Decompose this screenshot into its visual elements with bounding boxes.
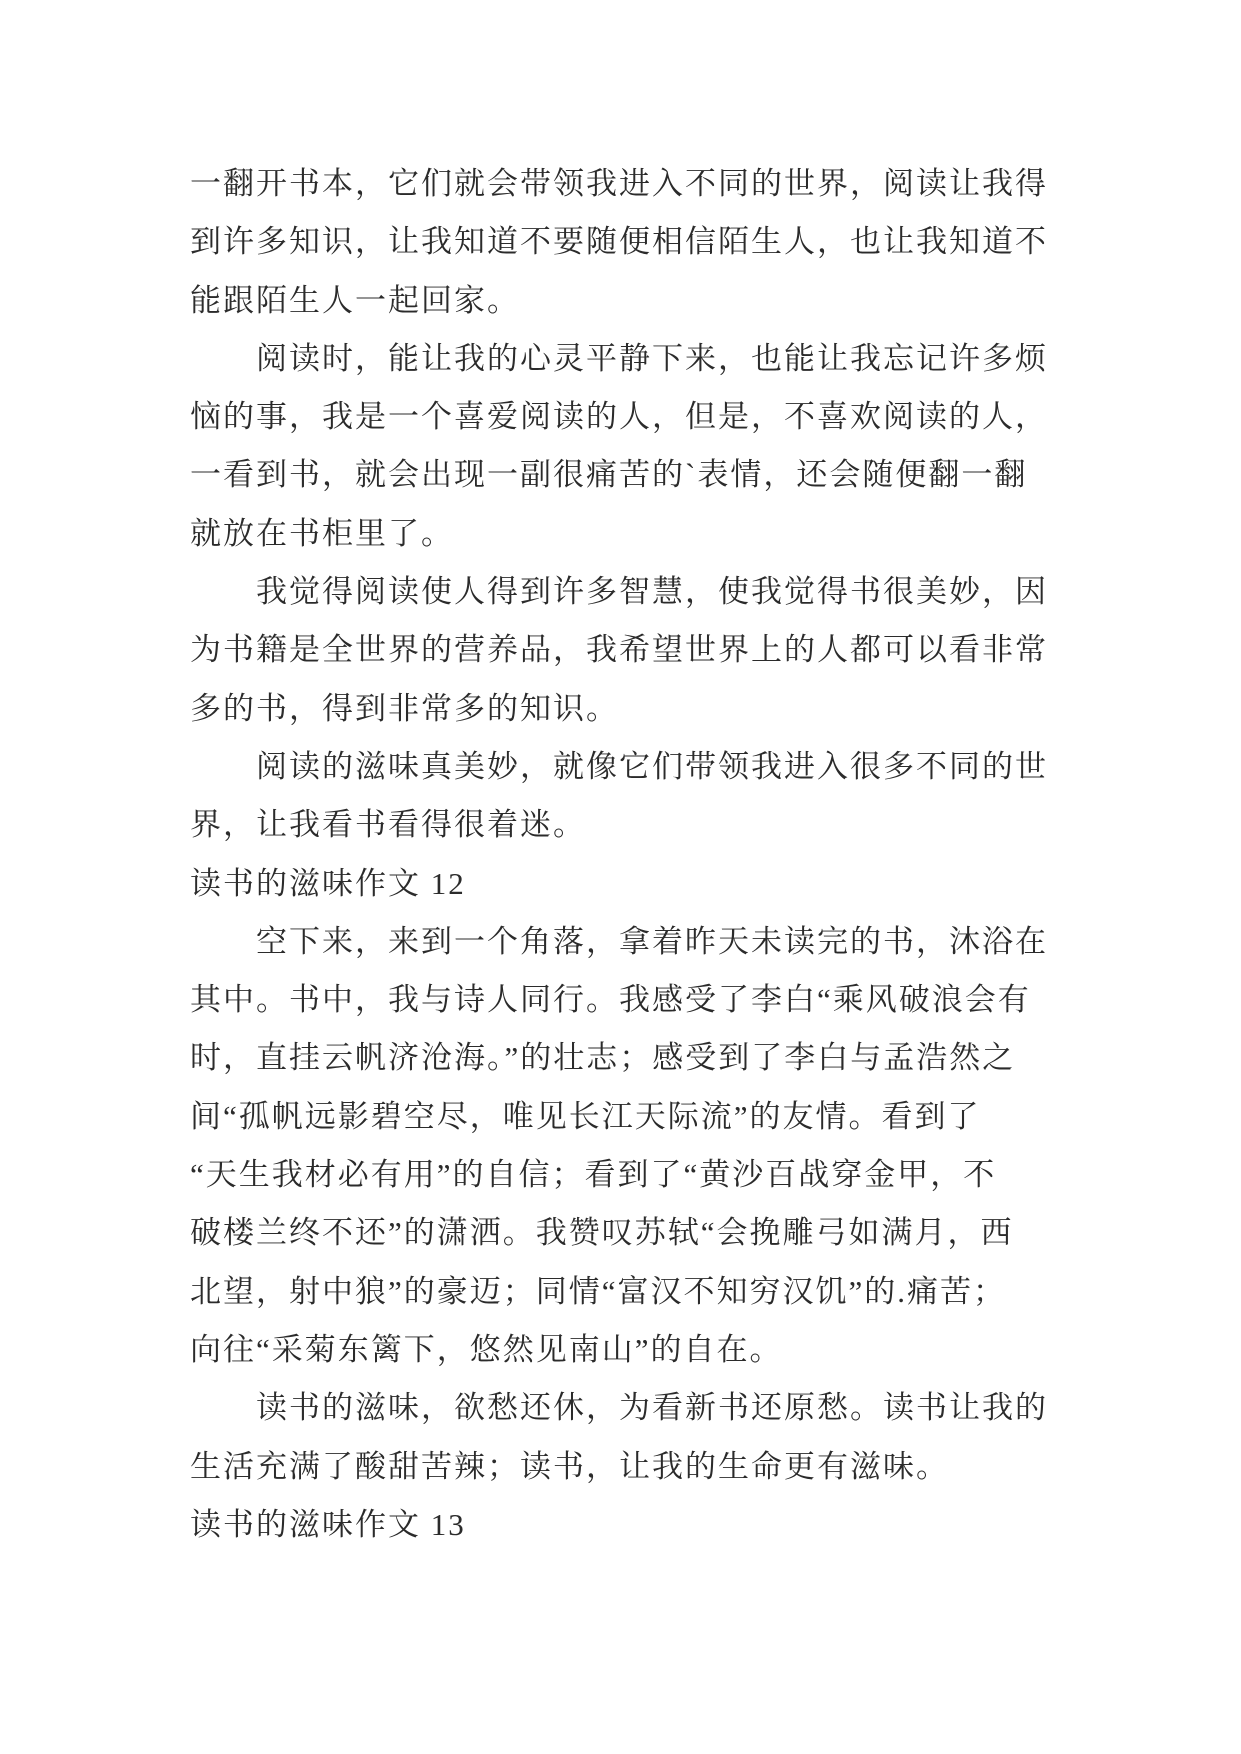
- paragraph: [190, 1379, 1070, 1496]
- paragraph-line: 一看到书，就会出现一副很痛苦的`表情，还会随便翻一翻: [190, 457, 1028, 493]
- paragraph-line: 生活充满了酸甜苦辣；读书，让我的生命更有滋味。: [190, 1448, 949, 1484]
- paragraph-line: 北望，射中狼”的豪迈；同情“富汉不知穷汉饥”的.痛苦；: [190, 1273, 1007, 1309]
- paragraph: [190, 563, 1070, 738]
- paragraph-line: 我觉得阅读使人得到许多智慧，使我觉得书很美妙，因: [256, 574, 1048, 610]
- text-column: [190, 155, 1070, 1554]
- essay-heading: 读书的滋味作文 13: [190, 1506, 466, 1542]
- paragraph: [190, 913, 1070, 1379]
- essay-heading: 读书的滋味作文 12: [190, 865, 466, 901]
- paragraph-line: 为书籍是全世界的营养品，我希望世界上的人都可以看非常: [190, 632, 1048, 668]
- paragraph: [190, 738, 1070, 855]
- paragraph-line: 时，直挂云帆济沧海。”的壮志；感受到了李白与孟浩然之: [190, 1040, 1016, 1076]
- paragraph-line: 读书的滋味，欲愁还休，为看新书还原愁。读书让我的: [256, 1390, 1048, 1426]
- paragraph-line: 间“孤帆远影碧空尽，唯见长江天际流”的友情。看到了: [190, 1098, 981, 1134]
- paragraph-line: 其中。书中，我与诗人同行。我感受了李白“乘风破浪会有: [190, 982, 1031, 1018]
- paragraph-line: “天生我材必有用”的自信；看到了“黄沙百战穿金甲，不: [190, 1157, 997, 1193]
- paragraph-line: 恼的事，我是一个喜爱阅读的人，但是，不喜欢阅读的人，: [190, 399, 1048, 435]
- paragraph-line: 一翻开书本，它们就会带领我进入不同的世界，阅读让我得: [190, 166, 1048, 201]
- paragraph-line: 向往“采菊东篱下，悠然见南山”的自在。: [190, 1331, 783, 1367]
- paragraph-line: 到许多知识，让我知道不要随便相信陌生人，也让我知道不: [190, 224, 1048, 260]
- paragraph-line: 空下来，来到一个角落，拿着昨天未读完的书，沐浴在: [256, 923, 1048, 959]
- paragraph-line: 多的书，得到非常多的知识。: [190, 690, 619, 726]
- paragraph-line: 就放在书柜里了。: [190, 515, 454, 551]
- paragraph-line: 界，让我看书看得很着迷。: [190, 807, 586, 843]
- paragraph-line: 阅读时，能让我的心灵平静下来，也能让我忘记许多烦: [256, 340, 1048, 376]
- paragraph: [190, 155, 1070, 330]
- paragraph: [190, 330, 1070, 563]
- paragraph-line: 能跟陌生人一起回家。: [190, 282, 520, 318]
- paragraph-line: 破楼兰终不还”的潇洒。我赞叹苏轼“会挽雕弓如满月，西: [190, 1215, 1014, 1251]
- paragraph-line: 阅读的滋味真美妙，就像它们带领我进入很多不同的世: [256, 748, 1048, 784]
